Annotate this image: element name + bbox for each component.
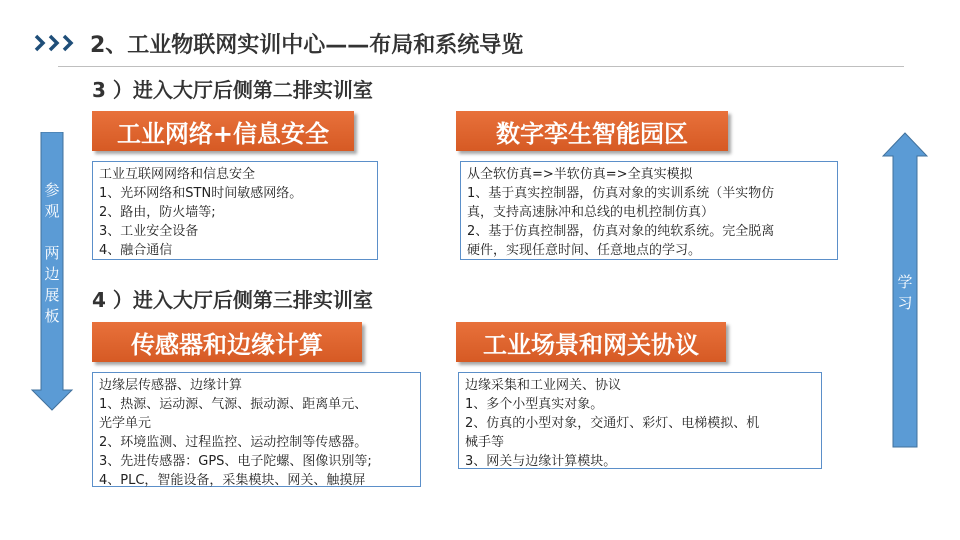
box-line: 1、热源、运动源、气源、振动源、距离单元、 (99, 397, 368, 412)
box-line: 2、基于仿真控制器，仿真对象的纯软系统。完全脱离 (467, 224, 775, 239)
digital-twin-box (460, 161, 838, 260)
left-arrow-char: 板 (44, 307, 60, 325)
section-3-title: 3 ）进入大厅后侧第二排实训室 (92, 78, 373, 102)
box-line: 1、多个小型真实对象。 (465, 397, 604, 412)
left-arrow-char: 展 (44, 286, 60, 304)
box-line: 2、环境监测、过程监控、运动控制等传感器。 (99, 435, 368, 450)
box-line: 硬件，实现任意时间、任意地点的学习。 (467, 243, 702, 258)
box-line: 工业互联网网络和信息安全 (99, 167, 256, 182)
box-line: 3、先进传感器：GPS、电子陀螺、图像识别等; (99, 454, 372, 469)
page-title: 2、工业物联网实训中心——布局和系统导览 (90, 33, 524, 58)
left-arrow-char: 观 (44, 202, 60, 220)
box-line: 1、光环网络和STN时间敏感网络。 (99, 186, 303, 201)
right-arrow-label (893, 272, 917, 314)
box-line: 4、融合通信 (99, 243, 173, 258)
left-arrow-char: 两 (44, 244, 60, 262)
network-security-button[interactable]: 工业网络+信息安全 (92, 111, 354, 151)
box-line: 1、基于真实控制器，仿真对象的实训系统（半实物仿 (467, 186, 775, 201)
box-line: 从全软仿真=>半软仿真=>全真实模拟 (467, 167, 693, 182)
box-line: 3、网关与边缘计算模块。 (465, 454, 617, 469)
digital-twin-button[interactable]: 数字孪生智能园区 (456, 111, 728, 151)
box-line: 2、仿真的小型对象，交通灯、彩灯、电梯模拟、机 (465, 416, 760, 431)
section-4-title: 4 ）进入大厅后侧第三排实训室 (92, 288, 373, 312)
sensors-edge-box (92, 372, 421, 487)
left-arrow-char (40, 222, 64, 243)
left-arrow-label (40, 180, 64, 327)
right-arrow-char: 学 (897, 273, 913, 291)
network-security-box (92, 161, 378, 260)
box-line: 真，支持高速脉冲和总线的电机控制仿真） (467, 205, 715, 220)
box-line: 2、路由，防火墙等; (99, 205, 216, 220)
box-line: 4、PLC，智能设备，采集模块、网关、触摸屏 (99, 473, 366, 488)
left-arrow-char: 边 (44, 265, 60, 283)
industrial-gateway-button[interactable]: 工业场景和网关协议 (456, 322, 726, 362)
header-chevrons-icon (34, 30, 78, 56)
sensors-edge-button[interactable]: 传感器和边缘计算 (92, 322, 362, 362)
box-line: 边缘层传感器、边缘计算 (99, 378, 243, 393)
header-divider (58, 66, 904, 67)
box-line: 光学单元 (99, 416, 152, 431)
box-line: 3、工业安全设备 (99, 224, 199, 239)
left-arrow-char: 参 (44, 181, 60, 199)
right-arrow-char: 习 (897, 294, 913, 312)
industrial-gateway-box (458, 372, 822, 469)
box-line: 械手等 (465, 435, 505, 450)
box-line: 边缘采集和工业网关、协议 (465, 378, 622, 393)
